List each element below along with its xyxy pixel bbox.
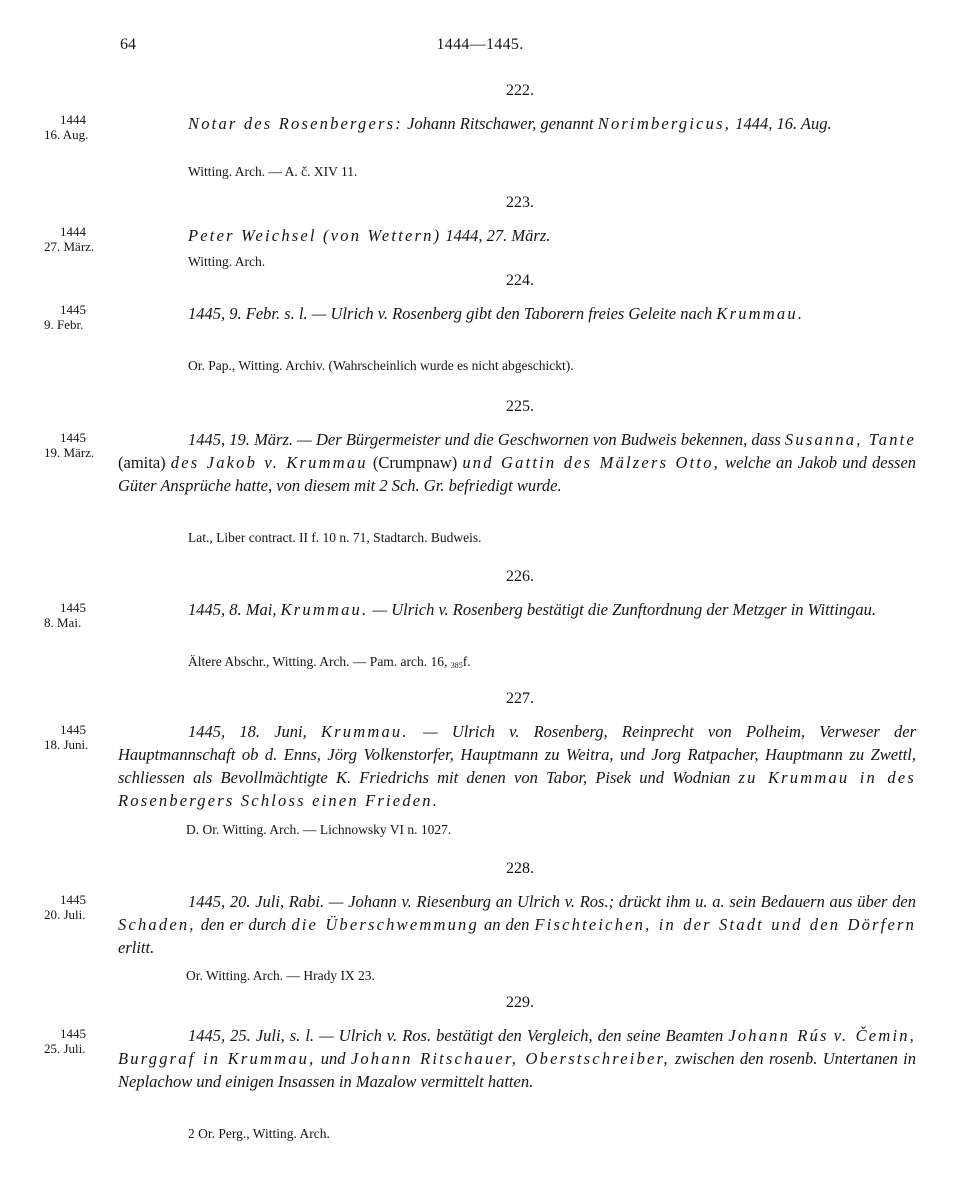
entry-number: 229.: [506, 994, 534, 1011]
regest-text: 1445, 20. Juli, Rabi. — Johann v. Riesenburg an Ulrich v. Ros.; drückt ihm u. a. sein Bedauern aus über den Schaden, den er durch die Überschwemmung an den Fischteichen, in der Stadt und den Dörfern erlitt.: [118, 892, 917, 957]
margin-date: 1445 18. Juni.: [44, 722, 89, 752]
margin-date: 1445 19. März.: [44, 430, 95, 460]
entry-number: 224.: [506, 272, 534, 289]
entry-number: 226.: [506, 568, 534, 585]
entry-number: 225.: [506, 398, 534, 415]
source-citation: Witting. Arch.: [188, 254, 266, 269]
regest-text: 1445, 9. Febr. s. l. — Ulrich v. Rosenberg gibt den Taborern freies Geleite nach Krummau.: [188, 304, 805, 323]
margin-date: 1445 20. Juli.: [44, 892, 86, 922]
regest-text: 1445, 18. Juni, Krummau. — Ulrich v. Rosenberg, Reinprecht von Polheim, Verweser der Hauptmannschaft ob d. Enns, Jörg Volkenstorfer, Hauptmann zu Weitra, und Jorg Ratpacher, Hauptmann zu Zwettl, schliessen als Bevollmächtigte K. Friedrichs mit denen von Tabor, Pisek und Wodnian zu Krummau in des Rosenbergers Schloss einen Frieden.: [118, 722, 916, 810]
entry-number: 223.: [506, 194, 534, 211]
regest-text: 1445, 25. Juli, s. l. — Ulrich v. Ros. bestätigt den Vergleich, den seine Beamten Johann Rús v. Čemin, Burggraf in Krummau, und Johann Ritschauer, Oberstschreiber, zwischen den rosenb. Untertanen in Neplachow und einigen Insassen in Mazalow vermittelt hatten.: [118, 1026, 917, 1091]
source-citation: D. Or. Witting. Arch. — Lichnowsky VI n. 1027.: [186, 822, 452, 837]
running-title: 1444—1445.: [436, 36, 524, 53]
regest-text: 1445, 19. März. — Der Bürgermeister und die Geschwornen von Budweis bekennen, dass Susanna, Tante (amita) des Jakob v. Krummau (Crumpnaw) und Gattin des Mälzers Otto, welche an Jakob und dessen Güter Ansprüche hatte, von diesem mit 2 Sch. Gr. befriedigt wurde.: [118, 430, 917, 495]
margin-date: 1445 9. Febr.: [44, 302, 86, 332]
page-header: [0, 36, 960, 58]
margin-date: 1445 8. Mai.: [44, 600, 86, 630]
source-citation: Ältere Abschr., Witting. Arch. — Pam. arch. 16, $_{385}$f.: [188, 654, 471, 670]
source-citation: Or. Witting. Arch. — Hrady IX 23.: [186, 968, 375, 983]
entry-number: 228.: [506, 860, 534, 877]
regest-text: Peter Weichsel (von Wettern) 1444, 27. März.: [188, 226, 551, 245]
regest-text: 1445, 8. Mai, Krummau. — Ulrich v. Rosenberg bestätigt die Zunftordnung der Metzger in Wittingau.: [188, 600, 876, 619]
source-citation: 2 Or. Perg., Witting. Arch.: [188, 1126, 330, 1141]
source-citation: Witting. Arch. — A. č. XIV 11.: [188, 164, 358, 179]
margin-date: 1444 16. Aug.: [44, 112, 89, 142]
entry-number: 227.: [506, 690, 534, 707]
entry-number: 222.: [506, 82, 534, 99]
margin-date: 1445 25. Juli.: [44, 1026, 86, 1056]
source-citation: Or. Pap., Witting. Archiv. (Wahrscheinlich wurde es nicht abgeschickt).: [188, 358, 574, 373]
page-number: 64: [120, 36, 136, 53]
source-citation: Lat., Liber contract. II f. 10 n. 71, Stadtarch. Budweis.: [188, 530, 482, 545]
regest-text: Notar des Rosenbergers: Johann Ritschawer, genannt Norimbergicus, 1444, 16. Aug.: [188, 114, 832, 133]
margin-date: 1444 27. März.: [44, 224, 95, 254]
